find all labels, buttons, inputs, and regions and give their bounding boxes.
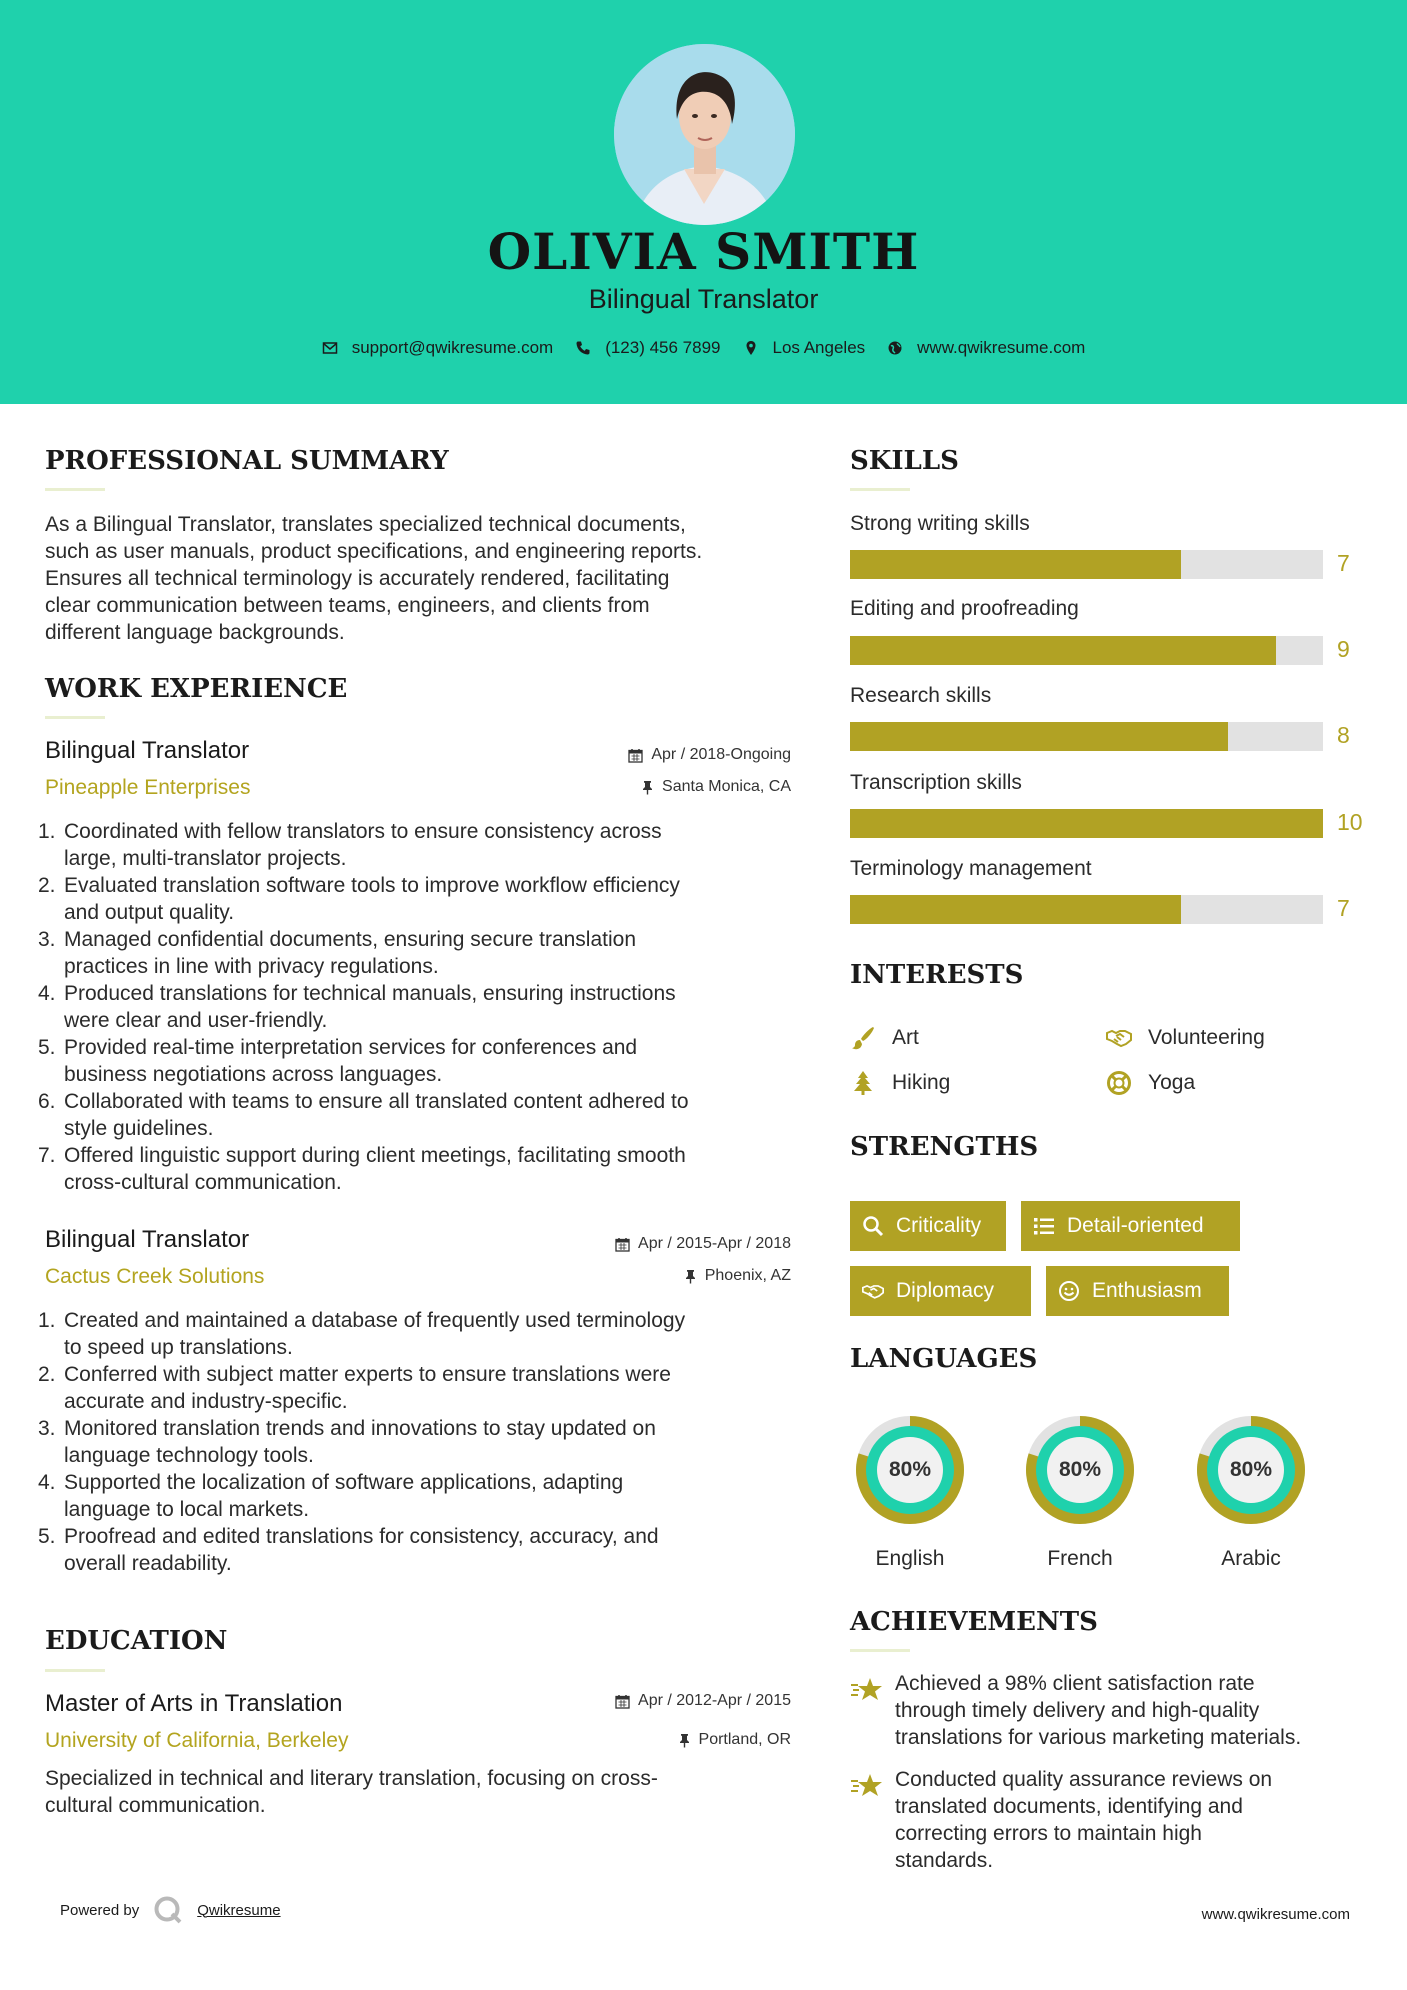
section-divider [850, 488, 910, 491]
strengths-heading: STRENGTHS [850, 1132, 1039, 1162]
interest-item [1106, 1025, 1265, 1051]
job-duties-list [38, 818, 818, 1196]
header-banner [0, 0, 1407, 404]
skill-bar-fill [850, 895, 1181, 924]
map-pin-icon [743, 340, 759, 356]
list-line: language technology tools. [64, 1444, 314, 1467]
footer-powered-by [60, 1895, 281, 1925]
list-line: Produced translations for technical manuals, ensuring instructions [64, 982, 676, 1005]
interest-item [850, 1070, 950, 1096]
interest-item [1106, 1070, 1195, 1096]
education-line: cultural communication. [45, 1794, 266, 1817]
contact-phone-text: (123) 456 7899 [605, 338, 721, 357]
list-item [38, 926, 818, 980]
list-line: style guidelines. [64, 1117, 214, 1140]
list-item [38, 1088, 818, 1142]
list-number: 6. [38, 1090, 56, 1113]
list-line: large, multi-translator projects. [64, 847, 347, 870]
skill-value: 7 [1337, 550, 1350, 576]
interests-heading: INTERESTS [850, 960, 1024, 990]
skill-bar [850, 636, 1323, 665]
interest-label: Hiking [892, 1071, 951, 1094]
list-number: 2. [38, 1363, 56, 1386]
contact-website-text: www.qwikresume.com [917, 338, 1086, 357]
list-item [38, 1034, 818, 1088]
list-line: to speed up translations. [64, 1336, 293, 1359]
list-line: practices in line with privacy regulations. [64, 955, 439, 978]
language-label: Arabic [1221, 1547, 1281, 1570]
star-icon [850, 1772, 884, 1800]
qwikresume-logo-icon [153, 1895, 183, 1925]
language-percent: 80% [888, 1458, 932, 1481]
education-description [45, 1765, 815, 1819]
achievement-line: standards. [895, 1849, 994, 1872]
list-line: overall readability. [64, 1552, 232, 1575]
interest-label: Volunteering [1148, 1026, 1265, 1049]
summary-line: As a Bilingual Translator, translates specialized technical documents, [45, 513, 686, 536]
job-title: Bilingual Translator [45, 737, 250, 764]
achievement-text [895, 1670, 1365, 1751]
job-duties-list [38, 1307, 818, 1577]
list-line: language to local markets. [64, 1498, 310, 1521]
summary-line: clear communication between teams, engineers, and clients from [45, 594, 650, 617]
job-date-text: Apr / 2015-Apr / 2018 [638, 1235, 791, 1252]
list-line: business negotiations across languages. [64, 1063, 443, 1086]
list-line: accurate and industry-specific. [64, 1390, 348, 1413]
skill-label: Editing and proofreading [850, 597, 1079, 620]
skill-label: Research skills [850, 684, 992, 707]
job-location [641, 778, 791, 796]
achievement-text [895, 1766, 1365, 1874]
list-item [38, 1307, 818, 1361]
list-line: Created and maintained a database of frequently used terminology [64, 1309, 686, 1332]
section-divider [45, 1669, 105, 1672]
summary-line: Ensures all technical terminology is accurately rendered, facilitating [45, 567, 670, 590]
list-number: 4. [38, 1471, 56, 1494]
list-item [38, 980, 818, 1034]
summary-heading: PROFESSIONAL SUMMARY [45, 446, 449, 476]
pushpin-icon [684, 1269, 697, 1284]
summary-line: such as user manuals, product specifications, and engineering reports. [45, 540, 703, 563]
calendar-icon [628, 748, 643, 763]
work-heading: WORK EXPERIENCE [45, 674, 348, 704]
tree-icon [850, 1070, 876, 1096]
list-line: Provided real-time interpretation services for conferences and [64, 1036, 638, 1059]
list-line: Managed confidential documents, ensuring secure translation [64, 928, 637, 951]
job-date [615, 1235, 791, 1253]
language-item [1189, 1408, 1313, 1571]
contact-bar [0, 338, 1407, 358]
contact-location [743, 338, 866, 358]
paintbrush-icon [850, 1025, 876, 1051]
profile-photo [614, 44, 795, 225]
strength-tag [850, 1266, 1031, 1316]
list-line: were clear and user-friendly. [64, 1009, 328, 1032]
job-company: Cactus Creek Solutions [45, 1265, 265, 1288]
list-number: 3. [38, 928, 56, 951]
skill-label: Terminology management [850, 857, 1092, 880]
list-line: Conferred with subject matter experts to ensure translations were [64, 1363, 671, 1386]
skill-bar [850, 550, 1323, 579]
list-line: Monitored translation trends and innovations to stay updated on [64, 1417, 656, 1440]
language-percent: 80% [1229, 1458, 1273, 1481]
handshake-icon [862, 1280, 884, 1302]
interest-item [850, 1025, 919, 1051]
qwikresume-link[interactable]: Qwikresume [197, 1901, 281, 1919]
list-number: 1. [38, 820, 56, 843]
list-number: 1. [38, 1309, 56, 1332]
phone-icon [575, 340, 591, 356]
list-number: 5. [38, 1036, 56, 1059]
list-number: 3. [38, 1417, 56, 1440]
education-heading: EDUCATION [45, 1626, 228, 1656]
strength-label: Diplomacy [896, 1279, 995, 1302]
list-line: cross-cultural communication. [64, 1171, 342, 1194]
achievement-line: Achieved a 98% client satisfaction rate [895, 1672, 1255, 1695]
skill-bar-fill [850, 722, 1228, 751]
list-number: 2. [38, 874, 56, 897]
skill-bar-fill [850, 550, 1181, 579]
list-item [38, 872, 818, 926]
contact-location-text: Los Angeles [772, 338, 866, 357]
job-company: Pineapple Enterprises [45, 776, 251, 799]
star-icon [850, 1676, 884, 1704]
language-label: French [1047, 1547, 1113, 1570]
strength-label: Criticality [896, 1214, 982, 1237]
job-date-text: Apr / 2018-Ongoing [651, 746, 791, 763]
list-number: 7. [38, 1144, 56, 1167]
candidate-name: OLIVIA SMITH [487, 222, 920, 281]
section-divider [45, 716, 105, 719]
list-item [38, 1469, 818, 1523]
skill-value: 8 [1337, 722, 1350, 748]
skill-value: 10 [1337, 809, 1363, 835]
language-percent: 80% [1058, 1458, 1102, 1481]
calendar-icon [615, 1237, 630, 1252]
language-label: English [875, 1547, 945, 1570]
envelope-icon [322, 340, 338, 356]
edu-date [615, 1692, 791, 1710]
skill-bar [850, 722, 1323, 751]
language-item [848, 1408, 972, 1571]
list-line: Evaluated translation software tools to improve workflow efficiency [64, 874, 680, 897]
skill-label: Strong writing skills [850, 512, 1030, 535]
handshake-icon [1106, 1025, 1132, 1051]
footer-site[interactable]: www.qwikresume.com [1201, 1906, 1350, 1923]
education-line: Specialized in technical and literary translation, focusing on cross- [45, 1767, 658, 1790]
interest-label: Yoga [1148, 1071, 1196, 1094]
list-item [38, 1415, 818, 1469]
job-title: Bilingual Translator [45, 1226, 250, 1253]
section-divider [850, 1649, 910, 1652]
strength-tag [1046, 1266, 1229, 1316]
achievement-line: Conducted quality assurance reviews on [895, 1768, 1273, 1791]
skill-label: Transcription skills [850, 771, 1022, 794]
achievement-line: correcting errors to maintain high [895, 1822, 1202, 1845]
edu-location [678, 1731, 791, 1749]
calendar-icon [615, 1694, 630, 1709]
skill-bar-fill [850, 636, 1276, 665]
edu-date-text: Apr / 2012-Apr / 2015 [638, 1692, 791, 1709]
edu-location-text: Portland, OR [698, 1731, 791, 1748]
interest-label: Art [892, 1026, 919, 1049]
list-line: Supported the localization of software applications, adapting [64, 1471, 624, 1494]
summary-text [45, 511, 805, 646]
list-line: Coordinated with fellow translators to ensure consistency across [64, 820, 662, 843]
list-line: Collaborated with teams to ensure all translated content adhered to [64, 1090, 689, 1113]
person-avatar-icon [614, 44, 795, 225]
candidate-title: Bilingual Translator [588, 284, 819, 314]
skill-bar [850, 895, 1323, 924]
contact-email-text: support@qwikresume.com [351, 338, 554, 357]
achievement-line: translations for various marketing materials. [895, 1726, 1302, 1749]
list-number: 5. [38, 1525, 56, 1548]
language-item [1018, 1408, 1142, 1571]
contact-phone[interactable] [575, 338, 720, 358]
school-name: University of California, Berkeley [45, 1729, 349, 1752]
lifering-icon [1106, 1070, 1132, 1096]
strength-label: Enthusiasm [1092, 1279, 1202, 1302]
skills-heading: SKILLS [850, 446, 959, 476]
search-icon [862, 1215, 884, 1237]
achievement-line: translated documents, identifying and [895, 1795, 1243, 1818]
list-line: Proofread and edited translations for consistency, accuracy, and [64, 1525, 659, 1548]
contact-website[interactable] [887, 338, 1085, 358]
pushpin-icon [641, 780, 654, 795]
job-location [684, 1267, 791, 1285]
list-icon [1033, 1215, 1055, 1237]
achievement-line: through timely delivery and high-quality [895, 1699, 1260, 1722]
section-divider [45, 488, 105, 491]
skill-bar [850, 809, 1323, 838]
list-item [38, 818, 818, 872]
list-line: Offered linguistic support during client meetings, facilitating smooth [64, 1144, 686, 1167]
skill-value: 9 [1337, 636, 1350, 662]
list-item [38, 1523, 818, 1577]
job-location-text: Santa Monica, CA [662, 778, 791, 795]
list-number: 4. [38, 982, 56, 1005]
summary-line: different language backgrounds. [45, 621, 345, 644]
globe-icon [887, 340, 903, 356]
languages-heading: LANGUAGES [850, 1344, 1038, 1374]
contact-email[interactable] [322, 338, 554, 358]
list-item [38, 1142, 818, 1196]
strength-tag [850, 1201, 1006, 1251]
strength-tag [1021, 1201, 1240, 1251]
skill-bar-fill [850, 809, 1323, 838]
powered-by-text: Powered by [60, 1901, 140, 1919]
list-line: and output quality. [64, 901, 235, 924]
job-date [628, 746, 791, 764]
degree-title: Master of Arts in Translation [45, 1690, 343, 1717]
pushpin-icon [678, 1733, 691, 1748]
smile-icon [1058, 1280, 1080, 1302]
achievements-heading: ACHIEVEMENTS [850, 1607, 1098, 1637]
job-location-text: Phoenix, AZ [704, 1267, 791, 1284]
list-item [38, 1361, 818, 1415]
strength-label: Detail-oriented [1067, 1214, 1204, 1237]
skill-value: 7 [1337, 895, 1350, 921]
